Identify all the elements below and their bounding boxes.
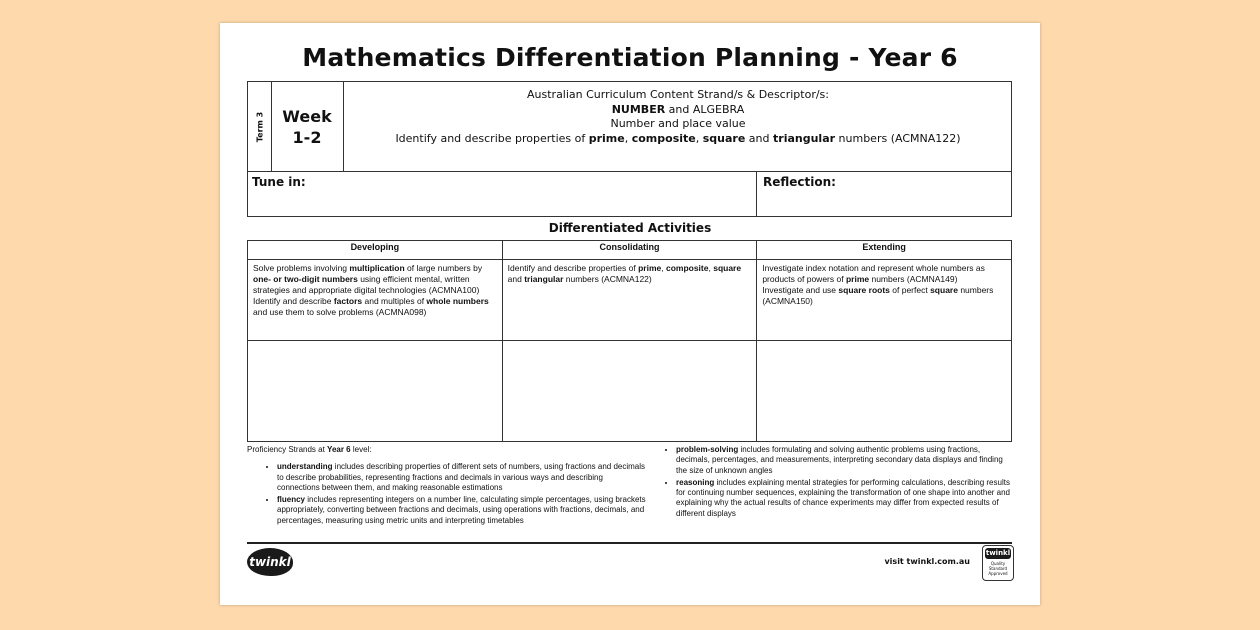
bold-term: reasoning <box>676 477 715 487</box>
quality-badge-icon <box>982 545 1014 581</box>
twinkl-logo: twinkl <box>247 548 293 576</box>
text-segment: includes explaining mental strategies for performing calculations, describing results for continuing number sequences, explaining the transformation of one shape into another and explaining why the actual results of chance experiments may differ from expected results of different displays <box>676 477 1010 518</box>
bold-term: problem-solving <box>676 445 739 454</box>
text-segment: , <box>695 131 703 145</box>
text-segment: and ALGEBRA <box>665 102 745 116</box>
bold-term: one- or two-digit numbers <box>253 274 358 284</box>
bold-term: square <box>713 263 742 273</box>
text-segment: , <box>661 263 666 273</box>
proficiency-reasoning <box>676 478 1012 519</box>
text-segment: includes representing integers on a number line, calculating simple percentages, using brackets appropriately, converting between fractions and decimals, using operations with fractions, decimals, and percentages, measuring using metric units and interpreting timetables <box>277 495 646 525</box>
text-segment: using efficient mental, written strategies and appropriate digital technologies (ACMNA100) <box>253 274 480 295</box>
bold-term: Year 6 <box>327 445 351 454</box>
bold-term: triangular <box>773 131 836 145</box>
visit-link[interactable]: visit twinkl.com.au <box>884 557 970 566</box>
bold-term: understanding <box>277 462 333 472</box>
descriptor-substrand: Number and place value <box>610 117 746 130</box>
week-range: 1-2 <box>292 128 322 147</box>
descriptor-strand <box>344 103 1012 118</box>
bold-term: composite <box>665 263 709 273</box>
text-segment: Solve problems involving <box>253 263 350 273</box>
text-segment: level: <box>350 445 372 454</box>
text-segment: of perfect <box>889 285 931 295</box>
text-segment: numbers (ACMNA149) <box>869 274 958 284</box>
text-segment: of large numbers by <box>404 263 483 273</box>
text-segment: numbers (ACMNA122) <box>563 274 652 284</box>
descriptor-content <box>344 132 1012 147</box>
bold-term: prime <box>588 131 625 145</box>
text-segment: and <box>507 274 525 284</box>
text-segment: Identify and describe properties of <box>507 263 639 273</box>
developing-activity-cell[interactable] <box>248 341 503 442</box>
proficiency-intro <box>247 445 647 455</box>
week-label: Week <box>282 107 332 126</box>
text-segment: numbers (ACMNA150) <box>762 285 994 306</box>
reflection-field[interactable] <box>757 172 1011 216</box>
text-segment: Proficiency Strands at <box>247 445 328 454</box>
week-cell <box>271 82 344 171</box>
proficiency-problem-solving <box>676 445 1012 476</box>
text-segment: Investigate index notation and represent whole numbers as products of powers of <box>762 263 985 284</box>
proficiency-left <box>247 445 647 528</box>
bold-term: factors <box>333 296 363 306</box>
bold-term: fluency <box>277 495 306 505</box>
tune-in-field[interactable] <box>248 172 757 216</box>
footer-divider <box>247 542 1012 544</box>
text-segment: Identify and describe <box>253 296 334 306</box>
curriculum-descriptor <box>344 88 1012 146</box>
descriptor-heading: Australian Curriculum Content Strand/s & Descriptor/s: <box>527 88 829 101</box>
column-consolidating: Consolidating <box>502 241 757 260</box>
text-segment: and <box>745 131 774 145</box>
text-segment: includes formulating and solving authentic problems using fractions, decimals, percentages, and measurements, interpreting secondary data displays and finding the size of unknown angles <box>676 445 1003 475</box>
consolidating-activity-cell[interactable] <box>502 341 757 442</box>
bold-term: triangular <box>524 274 564 284</box>
header-box <box>247 81 1012 172</box>
bold-term: whole numbers <box>426 296 489 306</box>
bold-term: square <box>930 285 958 295</box>
consolidating-descriptor <box>502 260 757 341</box>
page-title: Mathematics Differentiation Planning - Year 6 <box>302 43 958 72</box>
tune-reflection-row <box>247 171 1012 217</box>
column-extending: Extending <box>757 241 1012 260</box>
text-segment: Identify and describe properties of <box>395 131 589 145</box>
text-segment: , <box>624 131 632 145</box>
reflection-label: Reflection: <box>763 175 836 189</box>
badge-text: Quality Standard Approved <box>988 561 1008 576</box>
developing-descriptor <box>248 260 503 341</box>
bold-term: multiplication <box>349 263 405 273</box>
text-segment: includes describing properties of different sets of numbers, using fractions and decimals to describe probabilities, representing fractions and decimals in various ways and describing connections between them, and making reasonable estimations <box>277 462 646 492</box>
extending-descriptor <box>757 260 1012 341</box>
proficiency-right <box>660 445 1012 521</box>
text-segment: and use them to solve problems (ACMNA098) <box>253 307 427 317</box>
text-segment: , <box>708 263 714 273</box>
term-label: Term 3 <box>255 111 264 142</box>
text-segment: and multiples of <box>362 296 427 306</box>
term-cell <box>248 82 272 171</box>
text-segment: numbers (ACMNA122) <box>835 131 961 145</box>
proficiency-understanding <box>277 462 647 493</box>
bold-term: square <box>702 131 746 145</box>
activities-heading: Differentiated Activities <box>548 221 712 235</box>
tune-in-label: Tune in: <box>252 175 306 189</box>
bold-term: square roots <box>838 285 890 295</box>
text-segment: Investigate and use <box>762 285 839 295</box>
bold-term: prime <box>845 274 870 284</box>
worksheet-page <box>220 23 1040 605</box>
extending-activity-cell[interactable] <box>757 341 1012 442</box>
column-developing: Developing <box>248 241 503 260</box>
activities-table <box>247 240 1012 442</box>
proficiency-fluency <box>277 495 647 526</box>
bold-term: composite <box>631 131 696 145</box>
bold-term: prime <box>638 263 662 273</box>
badge-brand: twinkl <box>985 549 1011 557</box>
bold-term: NUMBER <box>611 102 666 116</box>
